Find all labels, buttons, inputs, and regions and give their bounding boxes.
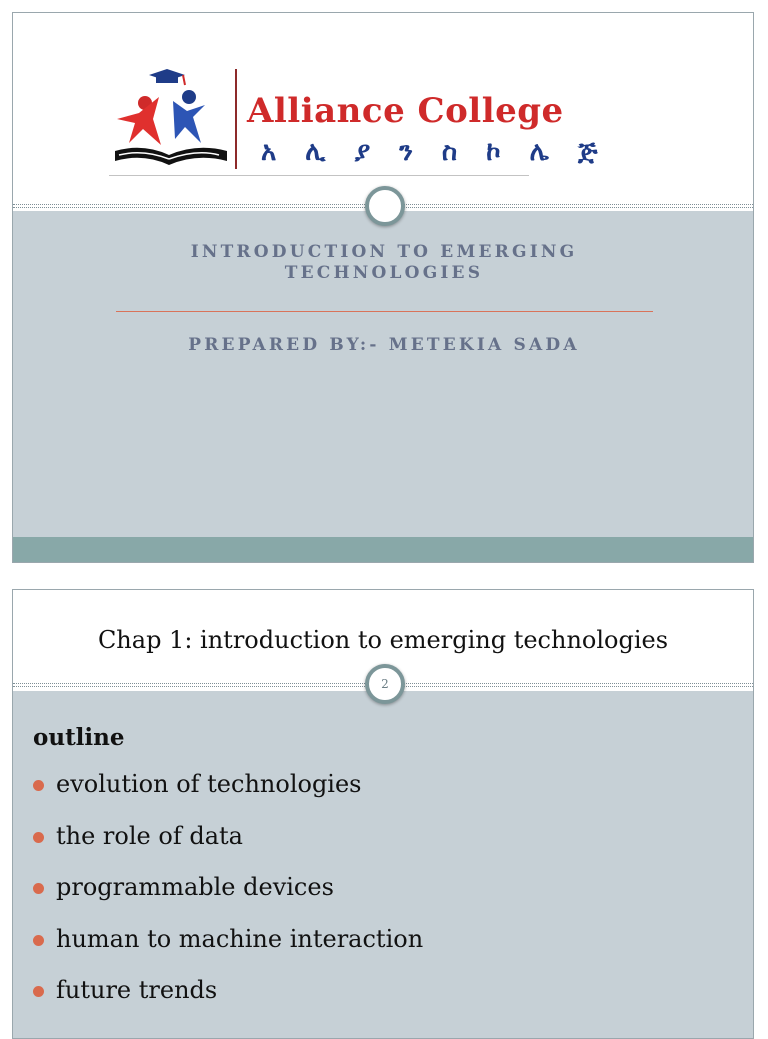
page-number: 2: [381, 677, 389, 691]
logo-college-name-amharic: አ ሊ ያ ን ስ ኮ ሌ ጅ: [261, 137, 608, 167]
logo-underline: [109, 175, 529, 176]
list-item-text: the role of data: [56, 821, 243, 850]
college-emblem-icon: [109, 69, 233, 173]
page-number-badge: [365, 664, 405, 704]
bullet-icon: [33, 780, 44, 791]
title-separator: [116, 311, 653, 312]
list-item: [33, 976, 423, 1028]
bullet-icon: [33, 986, 44, 997]
list-item: [33, 822, 423, 874]
bullet-icon: [33, 935, 44, 946]
slide-title: INTRODUCTION TO EMERGING TECHNOLOGIES: [190, 242, 578, 283]
list-item-text: programmable devices: [56, 873, 334, 901]
slide-title: Chap 1: introduction to emerging technologies: [97, 626, 669, 654]
slide-footer-band: [13, 537, 753, 563]
outline-list: [33, 770, 423, 1028]
logo-college-name: Alliance College: [247, 91, 564, 131]
logo-divider: [235, 69, 237, 169]
bullet-icon: [33, 832, 44, 843]
bullet-icon: [33, 883, 44, 894]
title-slide: [12, 12, 754, 563]
list-item: [33, 873, 423, 925]
outline-heading: outline: [33, 724, 125, 751]
slide-ring-marker: [365, 186, 405, 226]
list-item-text: evolution of technologies: [56, 770, 362, 798]
list-item-text: future trends: [56, 976, 218, 1004]
list-item: [33, 925, 423, 977]
slide-author: PREPARED BY:- METEKIA SADA: [188, 335, 580, 355]
list-item-text: human to machine interaction: [56, 924, 424, 953]
list-item: [33, 770, 423, 822]
alliance-college-logo: [109, 69, 609, 189]
outline-slide: [12, 589, 754, 1039]
